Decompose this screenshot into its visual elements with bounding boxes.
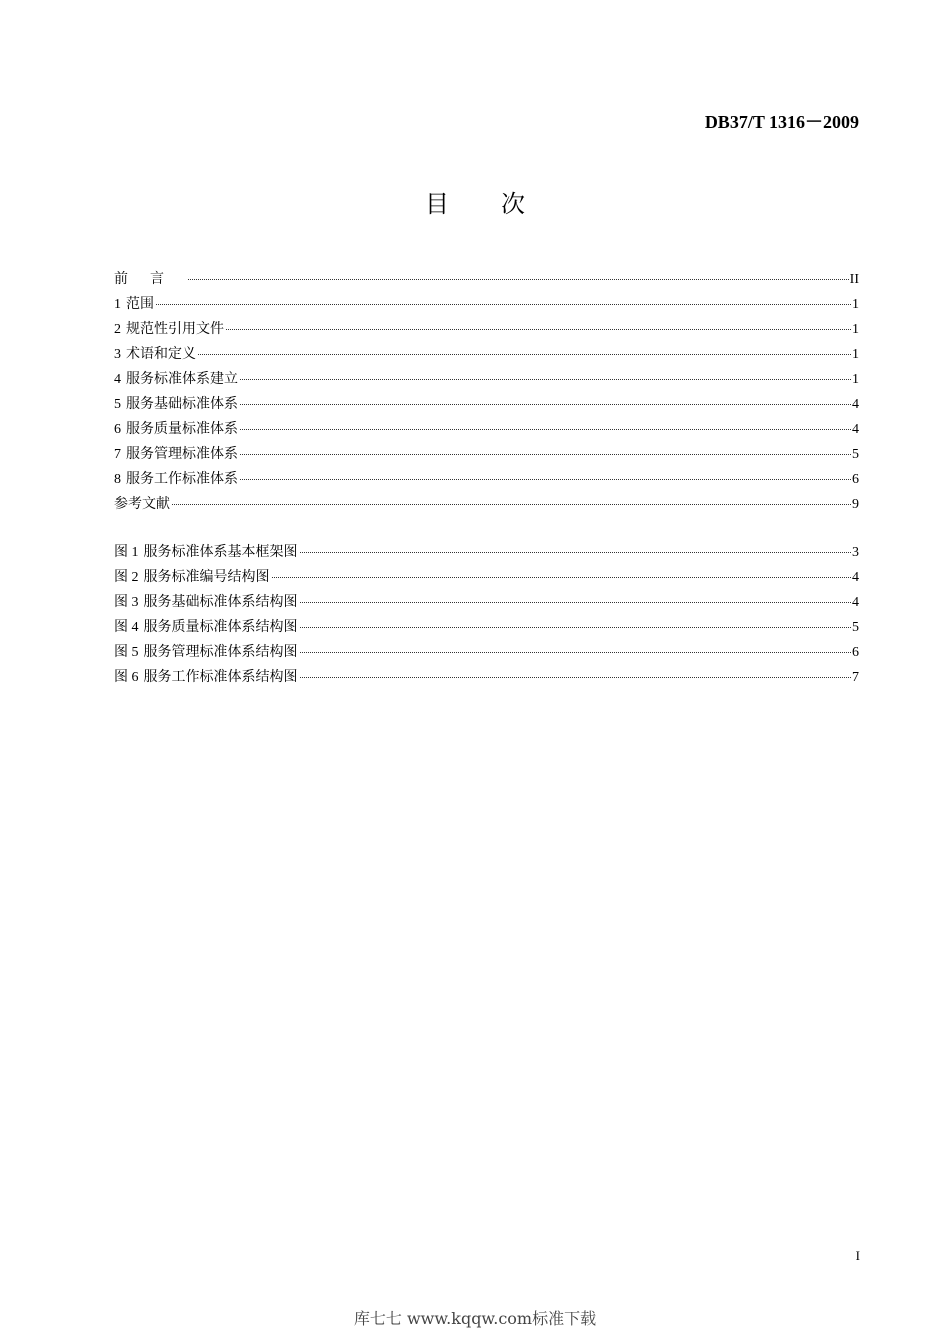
page-title [0,188,950,220]
toc-figure-entry[interactable] [114,640,859,665]
toc-dot-leader [300,627,852,628]
toc-dot-leader [156,304,851,305]
footer-watermark: 库七七 www.kqqw.com标准下载 [353,1309,597,1328]
toc-dot-leader [172,504,851,505]
toc-entry-system-establishment[interactable] [114,367,859,392]
toc-dot-leader [300,677,852,678]
toc-entry-page: 4 [852,422,859,437]
toc-entry-number: 3 [114,347,121,362]
toc-entry-page: 1 [852,347,859,362]
toc-dot-leader [198,354,851,355]
page-number: I [855,1248,860,1263]
toc-entry-label: 前言 [114,271,186,287]
toc-entry-page: 1 [852,322,859,337]
toc-entry-number: 2 [114,322,121,337]
toc-figure-page: 5 [852,620,859,635]
toc-figure-number: 图 3 [114,595,139,610]
toc-entry-page: 4 [852,397,859,412]
toc-entry-label: 范围 [126,296,154,312]
toc-entry-number: 4 [114,372,121,387]
toc-dot-leader [240,454,851,455]
toc-entry-page: 6 [852,472,859,487]
toc-dot-leader [240,404,851,405]
toc-entry-management-standards[interactable] [114,442,859,467]
toc-entry-number: 5 [114,397,121,412]
toc-entry-scope[interactable] [114,292,859,317]
toc-figure-entry[interactable] [114,665,859,690]
toc-figure-label: 服务标准体系基本框架图 [143,544,298,560]
toc-entry-page: 5 [852,447,859,462]
toc-dot-leader [300,602,852,603]
toc-entry-label: 服务基础标准体系 [126,396,238,412]
toc-section-list [114,267,859,517]
toc-entry-bibliography[interactable] [114,492,859,517]
toc-entry-page: 9 [852,497,859,512]
toc-figure-label: 服务质量标准体系结构图 [143,619,298,635]
toc-dot-leader [300,552,852,553]
toc-entry-quality-standards[interactable] [114,417,859,442]
toc-entry-normative-references[interactable] [114,317,859,342]
page-title-char: 目 [425,190,449,218]
toc-entry-number: 7 [114,447,121,462]
toc-dot-leader [240,429,851,430]
toc-dot-leader [240,479,851,480]
toc-figure-entry[interactable] [114,565,859,590]
toc-entry-page: 1 [852,372,859,387]
toc-dot-leader [300,652,852,653]
toc-entry-work-standards[interactable] [114,467,859,492]
toc-figure-list [114,540,859,690]
toc-dot-leader [240,379,851,380]
toc-figure-number: 图 2 [114,570,139,585]
standard-code: DB37/T 1316－2009 [704,112,859,132]
toc-figure-entry[interactable] [114,590,859,615]
toc-figure-page: 4 [852,570,859,585]
toc-dot-leader [272,577,852,578]
toc-figure-entry[interactable] [114,615,859,640]
toc-figure-page: 4 [852,595,859,610]
toc-figure-label: 服务管理标准体系结构图 [143,644,298,660]
toc-figure-page: 6 [852,645,859,660]
toc-entry-label: 服务标准体系建立 [126,371,238,387]
toc-figure-label: 服务标准编号结构图 [143,569,270,585]
toc-entry-label: 术语和定义 [126,346,196,362]
toc-entry-label: 服务质量标准体系 [126,421,238,437]
toc-figure-label: 服务工作标准体系结构图 [143,669,298,685]
toc-dot-leader [188,279,849,280]
toc-entry-label: 规范性引用文件 [126,321,224,337]
toc-figure-number: 图 1 [114,545,139,560]
toc-entry-foreword[interactable] [114,267,859,292]
toc-figure-entry[interactable] [114,540,859,565]
toc-entry-page: 1 [852,297,859,312]
toc-dot-leader [226,329,851,330]
toc-figure-page: 7 [852,670,859,685]
toc-entry-basic-standards[interactable] [114,392,859,417]
toc-figure-number: 图 5 [114,645,139,660]
toc-entry-label: 服务管理标准体系 [126,446,238,462]
page-title-char: 次 [501,190,525,218]
toc-entry-number: 1 [114,297,121,312]
toc-entry-number: 8 [114,472,121,487]
toc-entry-label: 服务工作标准体系 [126,471,238,487]
toc-entry-number: 6 [114,422,121,437]
toc-figure-number: 图 4 [114,620,139,635]
toc-entry-label: 参考文献 [114,496,170,512]
toc-figure-page: 3 [852,545,859,560]
toc-entry-terms-definitions[interactable] [114,342,859,367]
toc-figure-label: 服务基础标准体系结构图 [143,594,298,610]
toc-figure-number: 图 6 [114,670,139,685]
toc-entry-page: II [849,272,859,287]
